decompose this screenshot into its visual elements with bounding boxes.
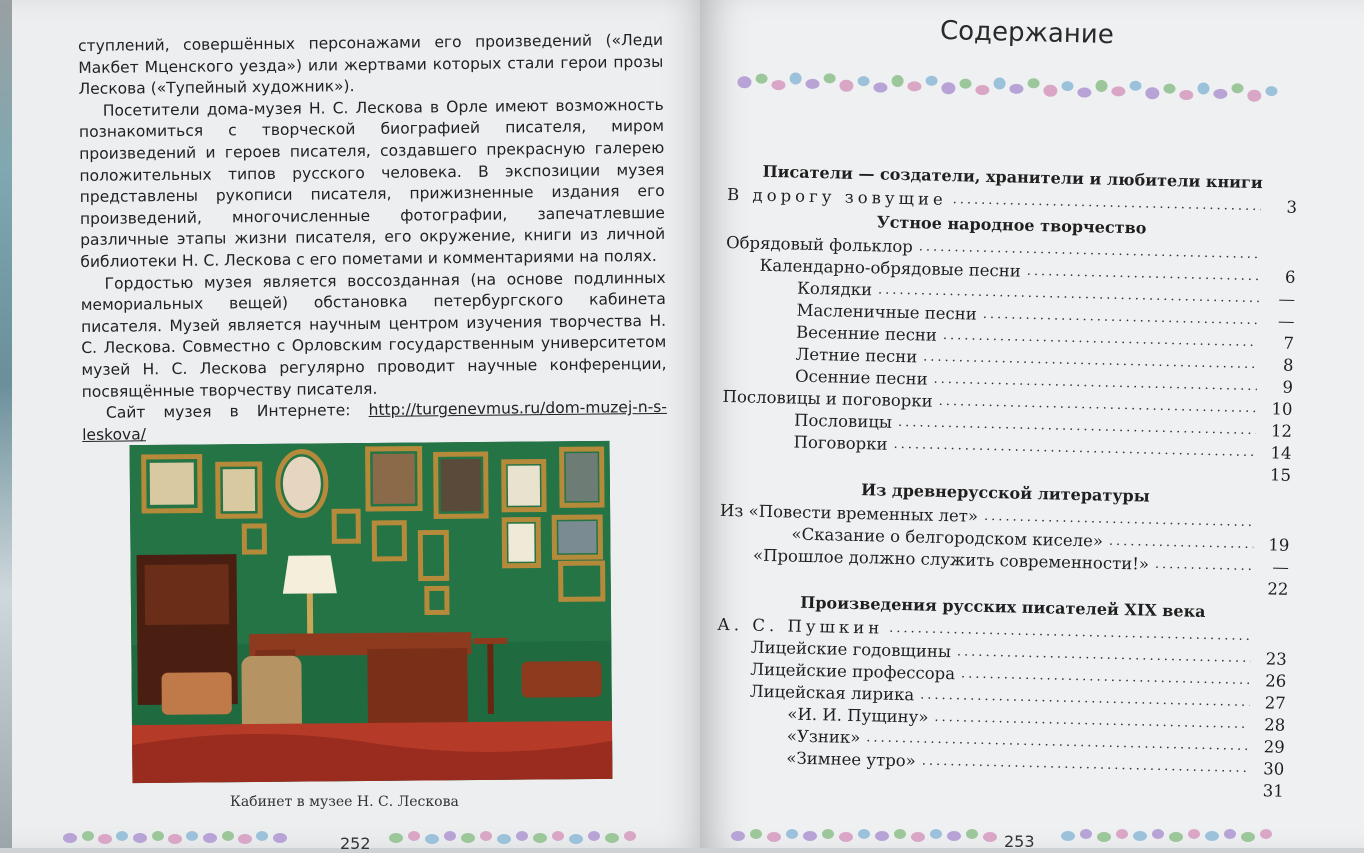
toc-entry-page: 15 xyxy=(1269,465,1292,485)
toc-entry-page: — xyxy=(1277,311,1295,331)
toc-entry-page: 19 xyxy=(1268,535,1290,555)
section-heading: Устное народное творчество xyxy=(876,212,1147,238)
toc-entry-page: — xyxy=(1278,289,1296,309)
left-page-number: 252 xyxy=(340,834,371,853)
toc-entry-page: 8 xyxy=(1282,355,1294,375)
toc-entry-label: Лицейские профессора xyxy=(750,659,956,684)
toc-entry-page: 29 xyxy=(1263,737,1285,757)
toc-entry-page: 9 xyxy=(1282,377,1294,397)
toc-entry-label: «Узник» xyxy=(786,726,861,748)
toc-entry-label: А. С. Пушкин xyxy=(717,614,884,638)
table-of-contents xyxy=(714,158,1298,803)
toc-entry-page: — xyxy=(1272,557,1290,577)
toc-entry-label: Масленичные песни xyxy=(796,300,978,324)
toc-entry-page: 26 xyxy=(1265,671,1287,691)
toc-entry-page: 6 xyxy=(1284,267,1296,287)
toc-entry-label: Поговорки xyxy=(793,432,888,454)
toc-entry-page: 12 xyxy=(1270,421,1293,441)
toc-leader xyxy=(1109,531,1254,556)
toc-entry-page: 23 xyxy=(1265,649,1287,669)
toc-entry-label: Пословицы и поговорки xyxy=(722,386,933,411)
toc-entry-label: Осенние песни xyxy=(794,366,928,389)
toc-entry-page: 14 xyxy=(1270,443,1292,463)
paragraph-2: Посетители дома-музея Н. С. Лескова в Орле имеют возможность познакомиться с творческой биографией писателя, миром произведений и героев писателя, создавшего прекрасную галерею положительных типов русского человека. В экспозиции музея представлены рукописи писателя, прижизненные издания его произведений, многочисленные фотографии, запечатлевшие различные этапы жизни писателя, его окружение, книги из личной библиотеки Н. С. Лескова с его пометами и комментариями на полях. xyxy=(78,95,666,271)
toc-entry-label: «Прошлое должно служить современности!» xyxy=(752,545,1150,574)
toc-entry-page: 7 xyxy=(1283,333,1295,353)
site-label: Сайт музея в Интернете: xyxy=(105,401,351,422)
right-page-number: 253 xyxy=(1004,832,1035,851)
museum-site-line xyxy=(82,397,667,446)
toc-entry-page: 27 xyxy=(1264,693,1286,713)
paragraph-1: ступлений, совершённых персонажами его произведений («Леди Макбет Мценского уезда») или жертвами которых стали герои прозы Лескова («Тупейный художник»). xyxy=(78,30,664,99)
toc-entry-label: Лицейская лирика xyxy=(749,681,915,705)
paragraph-3: Гордостью музея является воссозданная (на основе подлинных мемориальных вещей) обстановка петербургского кабинета писателя. Музей является научным центром изучения творчества Н. С. Лескова. Совместно с Орловским государственным университетом музей Н. С. Лескова регулярно проводит научные конференции, посвящённые творчеству писателя. xyxy=(80,268,667,401)
toc-entry-page: 30 xyxy=(1263,759,1285,779)
toc-entry-label: Весенние песни xyxy=(795,322,938,345)
toc-entry-page: 31 xyxy=(1262,781,1284,801)
toc-entry-page: 28 xyxy=(1264,715,1286,735)
section-heading: Из древнерусской литературы xyxy=(860,480,1150,506)
toc-entry-label: Пословицы xyxy=(793,410,893,432)
cabinet-illustration xyxy=(130,441,613,783)
left-page-text xyxy=(78,30,667,446)
toc-leader xyxy=(1155,554,1253,578)
toc-entry-label: «Зимнее утро» xyxy=(786,748,916,771)
toc-entry-page: 3 xyxy=(1286,197,1298,217)
section-heading: Произведения русских писателей XIX века xyxy=(800,592,1206,621)
toc-entry-page: 10 xyxy=(1271,399,1293,419)
toc-entry-label: Календарно-обрядовые песни xyxy=(759,255,1022,281)
toc-entry-label: Лицейские годовщины xyxy=(750,637,952,662)
toc-entry-label: Колядки xyxy=(796,278,873,300)
toc-entry-label: «Сказание о белгородском киселе» xyxy=(791,524,1104,551)
toc-entry-label: Обрядовый фольклор xyxy=(725,232,914,257)
toc-entry-label: «И. И. Пущину» xyxy=(787,704,929,727)
museum-site-link[interactable]: http://turgenevmus.ru/dom-muzej-n-s-leskova/ xyxy=(82,397,668,444)
photo-caption: Кабинет в музее Н. С. Лескова xyxy=(230,794,459,810)
contents-title: Содержание xyxy=(939,15,1115,51)
section-heading: Писатели — создатели, хранители и любители книги xyxy=(762,161,1263,193)
toc-entry-page: 22 xyxy=(1267,579,1289,599)
museum-cabinet-photo xyxy=(130,441,613,783)
toc-entry-label: Из «Повести временных лет» xyxy=(719,500,979,526)
toc-entry-label: В дорогу зовущие xyxy=(726,184,947,209)
toc-entry-label: Летние песни xyxy=(795,344,918,367)
